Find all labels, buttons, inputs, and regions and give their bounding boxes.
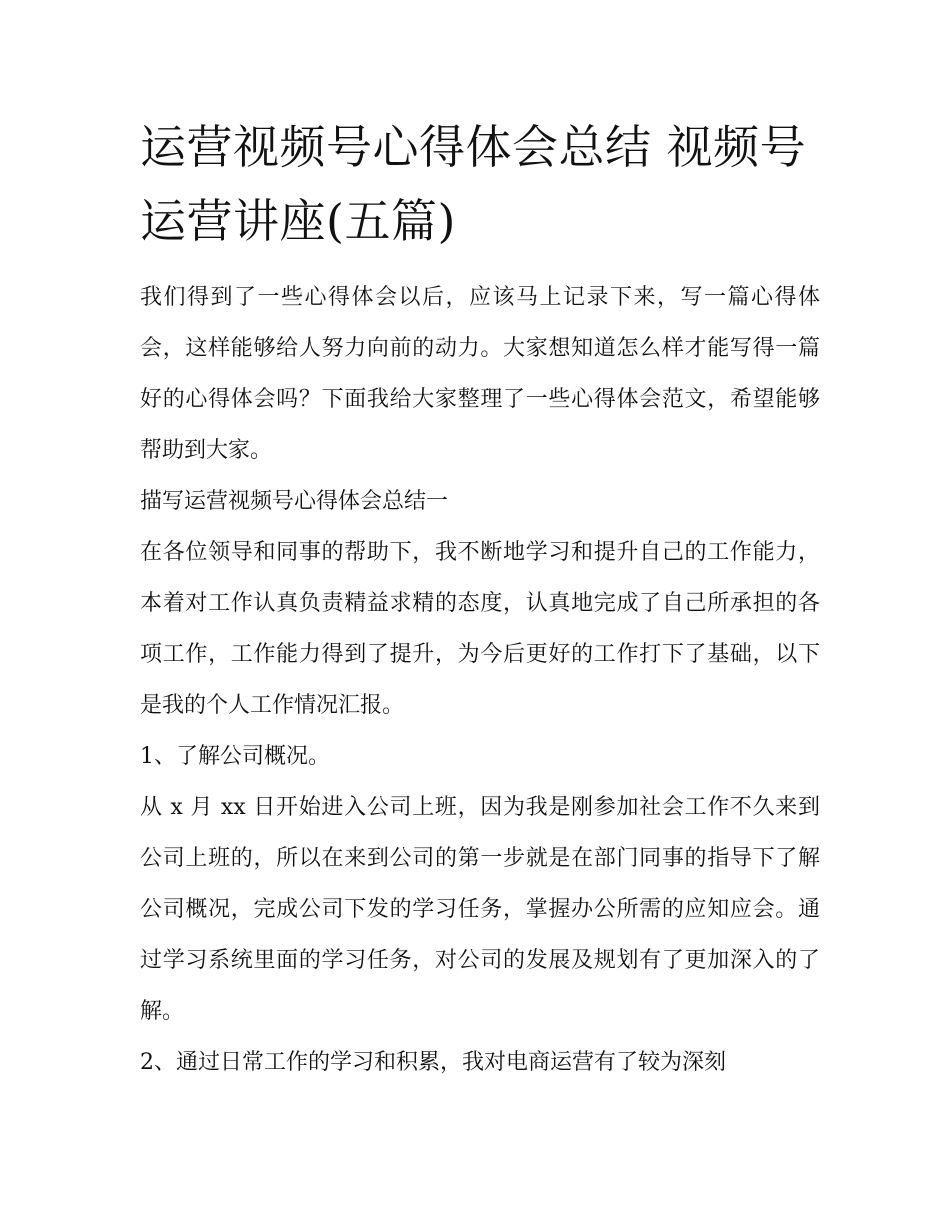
intro-paragraph: 我们得到了一些心得体会以后，应该马上记录下来，写一篇心得体会，这样能够给人努力向前的动力。大家想知道怎么样才能写得一篇好的心得体会吗？下面我给大家整理了一些心得体会范文，希望能够帮助到大家。 bbox=[140, 285, 820, 463]
section-heading: 描写运营视频号心得体会总结一 bbox=[140, 489, 449, 514]
list-item-heading: 2、通过日常工作的学习和积累，我对电商运营有了较为深刻 bbox=[140, 1050, 726, 1075]
body-paragraph: 从 x 月 xx 日开始进入公司上班，因为我是刚参加社会工作不久来到公司上班的，所以在来到公司的第一步就是在部门同事的指导下了解公司概况，完成公司下发的学习任务，掌握办公所需的应知应会。通过学习系统里面的学习任务，对公司的发展及规划有了更加深入的了解。 bbox=[140, 795, 820, 1024]
list-item-heading: 1、了解公司概况。 bbox=[140, 744, 330, 769]
body-paragraph: 在各位领导和同事的帮助下，我不断地学习和提升自己的工作能力，本着对工作认真负责精益求精的态度，认真地完成了自己所承担的各项工作，工作能力得到了提升，为今后更好的工作打下了基础，以下是我的个人工作情况汇报。 bbox=[140, 540, 820, 718]
document-content bbox=[140, 110, 820, 1088]
document-title: 运营视频号心得体会总结 视频号运营讲座(五篇) bbox=[140, 120, 807, 248]
document-body bbox=[140, 272, 820, 1088]
